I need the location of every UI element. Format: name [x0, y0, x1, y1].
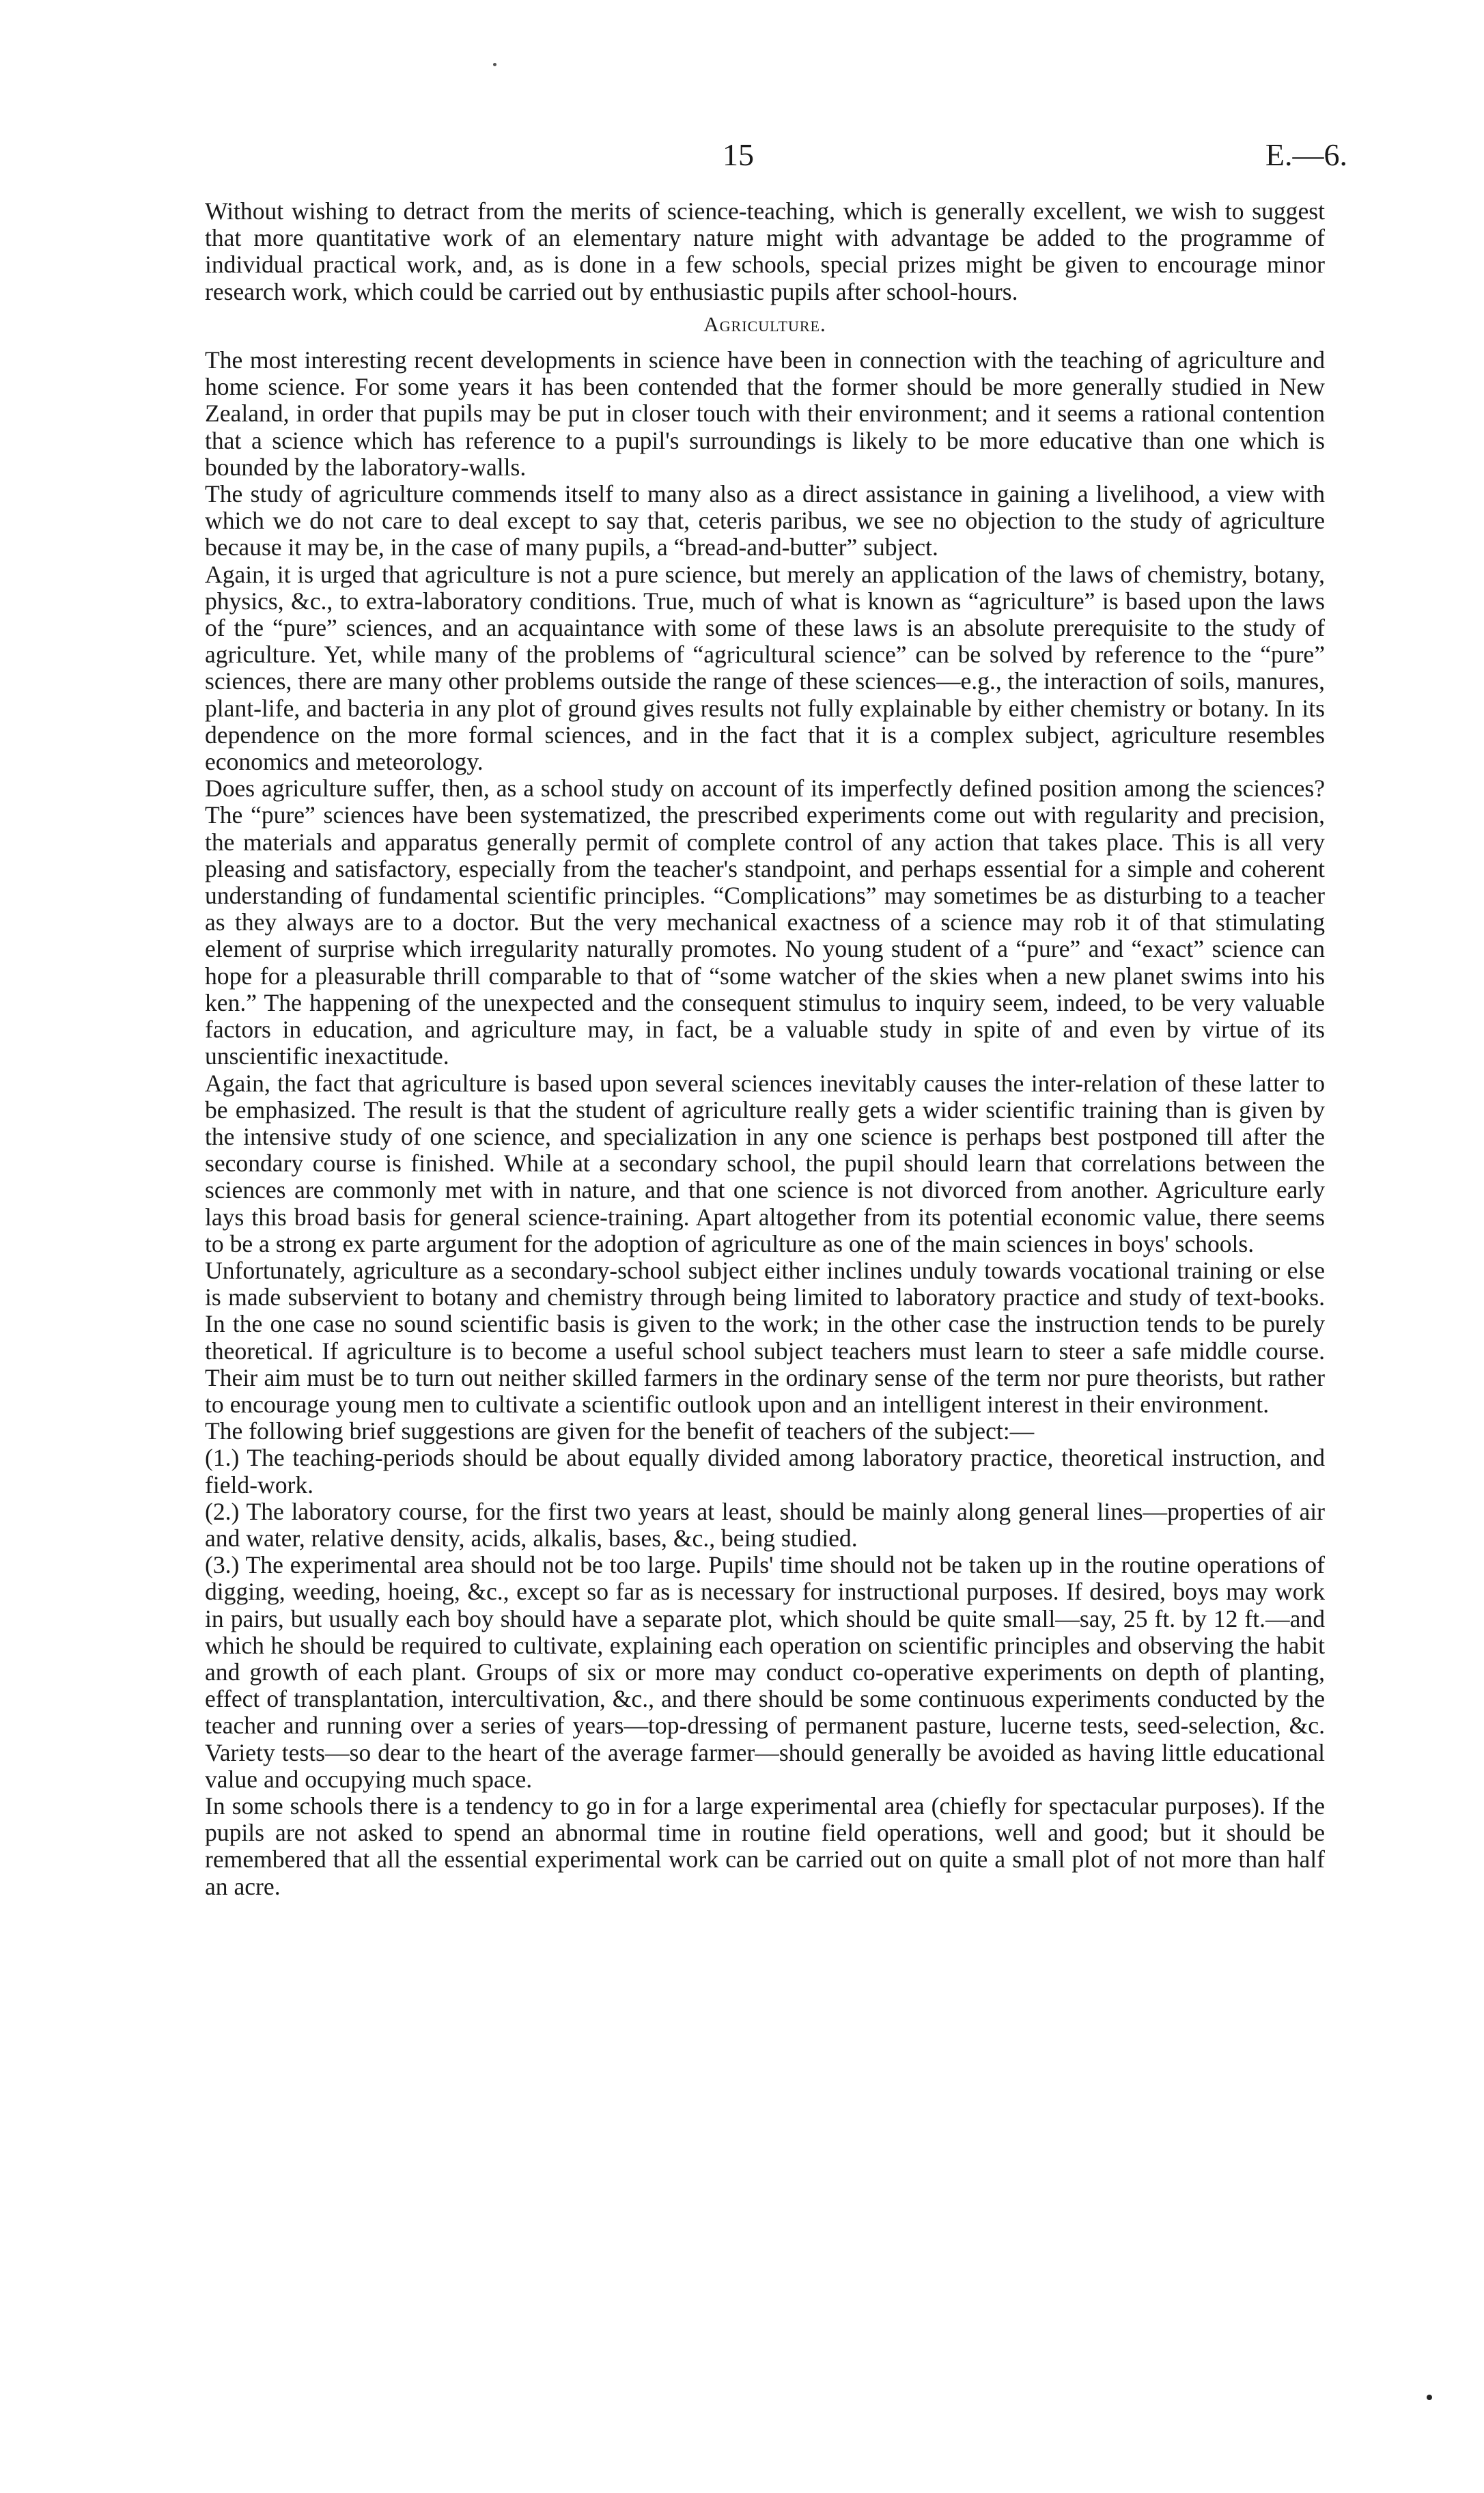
paragraph-recent-developments: The most interesting recent developments in science have been in connection with the teaching of agriculture and home science. For some years it has been contended that the former should be more generally studied in New Zealand, in order that pupils may be put in closer touch with their environment; and it seems a rational contention that a science which has reference to a pupil's surroundings is likely to be more educative than one which is bounded by the laboratory-walls.: [205, 346, 1325, 481]
page-body: [205, 198, 1325, 1900]
paragraph-secondary-school-subject: Unfortunately, agriculture as a secondary-school subject either inclines unduly towards vocational training or else is made subservient to botany and chemistry through being limited to laboratory practice and study of text-books. In the one case no sound scientific basis is given to the work; in the other case the instruction tends to be purely theoretical. If agriculture is to become a useful school subject teachers must learn to steer a safe middle course. Their aim must be to turn out neither skilled farmers in the ordinary sense of the term nor pure theorists, but rather to encourage young men to cultivate a scientific outlook upon and an intelligent interest in their environment.: [205, 1256, 1325, 1418]
document-reference: E.—6.: [1265, 137, 1347, 172]
paragraph-suggestions-intro: The following brief suggestions are given for the benefit of teachers of the subject:—: [205, 1417, 1035, 1445]
paragraph-pure-science: Again, it is urged that agriculture is not a pure science, but merely an application of the laws of chemistry, botany, physics, &c., to extra-laboratory conditions. True, much of what is known as “agriculture” is based upon the laws of the “pure” sciences, and an acquaintance with some of these laws is an absolute prerequisite to the study of agriculture. Yet, while many of the problems of “agricultural science” can be solved by reference to the “pure” sciences, there are many other problems outside the range of these sciences—e.g., the interaction of soils, manures, plant-life, and bacteria in any plot of ground gives results not fully explainable by either chemistry or botany. In its dependence on the more formal sciences, and in the fact that it is a complex subject, agriculture resembles economics and meteorology.: [205, 560, 1325, 776]
paragraph-science-teaching: Without wishing to detract from the merits of science-teaching, which is generally excellent, we wish to suggest that more quantitative work of an elementary nature might with advantage be added to the programme of individual practical work, and, as is done in a few schools, special prizes might be given to encourage minor research work, which could be carried out by enthusiastic pupils after school-hours.: [205, 197, 1325, 305]
paragraph-livelihood: The study of agriculture commends itself to many also as a direct assistance in gaining a livelihood, a view with which we do not care to deal except to say that, ceteris paribus, we see no objection to the study of agriculture because it may be, in the case of many pupils, a “bread-and-butter” subject.: [205, 480, 1325, 561]
paragraph-interrelation: Again, the fact that agriculture is based upon several sciences inevitably causes the inter-relation of these latter to be emphasized. The result is that the student of agriculture really gets a wider scientific training than is given by the intensive study of one science, and specialization in any one science is perhaps best postponed till after the secondary course is finished. While at a secondary school, the pupil should learn that correlations between the sciences are commonly met with in nature, and that one science is not divorced from another. Agriculture early lays this broad basis for general science-training. Apart altogether from its potential economic value, there seems to be a strong ex parte argument for the adoption of agriculture as one of the main sciences in boys' schools.: [205, 1069, 1325, 1257]
paragraph-suggestion-1: (1.) The teaching-periods should be about equally divided among laboratory practice, theoretical instruction, and field-work.: [205, 1444, 1325, 1499]
paragraph-suggestion-3: (3.) The experimental area should not be too large. Pupils' time should not be taken up in the routine operations of digging, weeding, hoeing, &c., except so far as is necessary for instructional purposes. If desired, boys may work in pairs, but usually each boy should have a separate plot, which should be quite small—say, 25 ft. by 12 ft.—and which he should be required to cultivate, explaining each operation on scientific principles and observing the habit and growth of each plant. Groups of six or more may conduct co-operative experiments on depth of planting, effect of transplantation, intercultivation, &c., and there should be some continuous experiments conducted by the teacher and running over a series of years—top-dressing of permanent pasture, lucerne tests, seed-selection, &c. Variety tests—so dear to the heart of the average farmer—should generally be avoided as having little educational value and occupying much space.: [205, 1551, 1325, 1793]
speck-mark: [1427, 2395, 1432, 2400]
paragraph-experimental-area: In some schools there is a tendency to go in for a large experimental area (chiefly for spectacular purposes). If the pupils are not asked to spend an abnormal time in routine field operations, well and good; but it should be remembered that all the essential experimental work can be carried out on quite a small plot of not more than half an acre.: [205, 1792, 1325, 1900]
paragraph-school-study: Does agriculture suffer, then, as a school study on account of its imperfectly defined position among the sciences? The “pure” sciences have been systematized, the prescribed experiments come out with regularity and precision, the materials and apparatus generally permit of complete control of any action that takes place. This is all very pleasing and satisfactory, especially from the teacher's standpoint, and perhaps essential for a simple and coherent understanding of fundamental scientific principles. “Complications” may sometimes be as disturbing to a teacher as they always are to a doctor. But the very mechanical exactness of a science may rob it of that stimulating element of surprise which irregularity naturally promotes. No young student of a “pure” and “exact” science can hope for a pleasurable thrill comparable to that of “some watcher of the skies when a new planet swims into his ken.” The happening of the unexpected and the consequent stimulus to inquiry seem, indeed, to be very valuable factors in education, and agriculture may, in fact, be a valuable study in spite of and even by virtue of its unscientific inexactitude.: [205, 775, 1325, 1070]
page-number: 15: [723, 137, 754, 172]
paragraph-suggestion-2: (2.) The laboratory course, for the first two years at least, should be mainly along general lines—properties of air and water, relative density, acids, alkalis, bases, &c., being studied.: [205, 1497, 1325, 1552]
speck-mark: [493, 63, 496, 66]
section-heading-agriculture: Agriculture.: [703, 311, 826, 336]
